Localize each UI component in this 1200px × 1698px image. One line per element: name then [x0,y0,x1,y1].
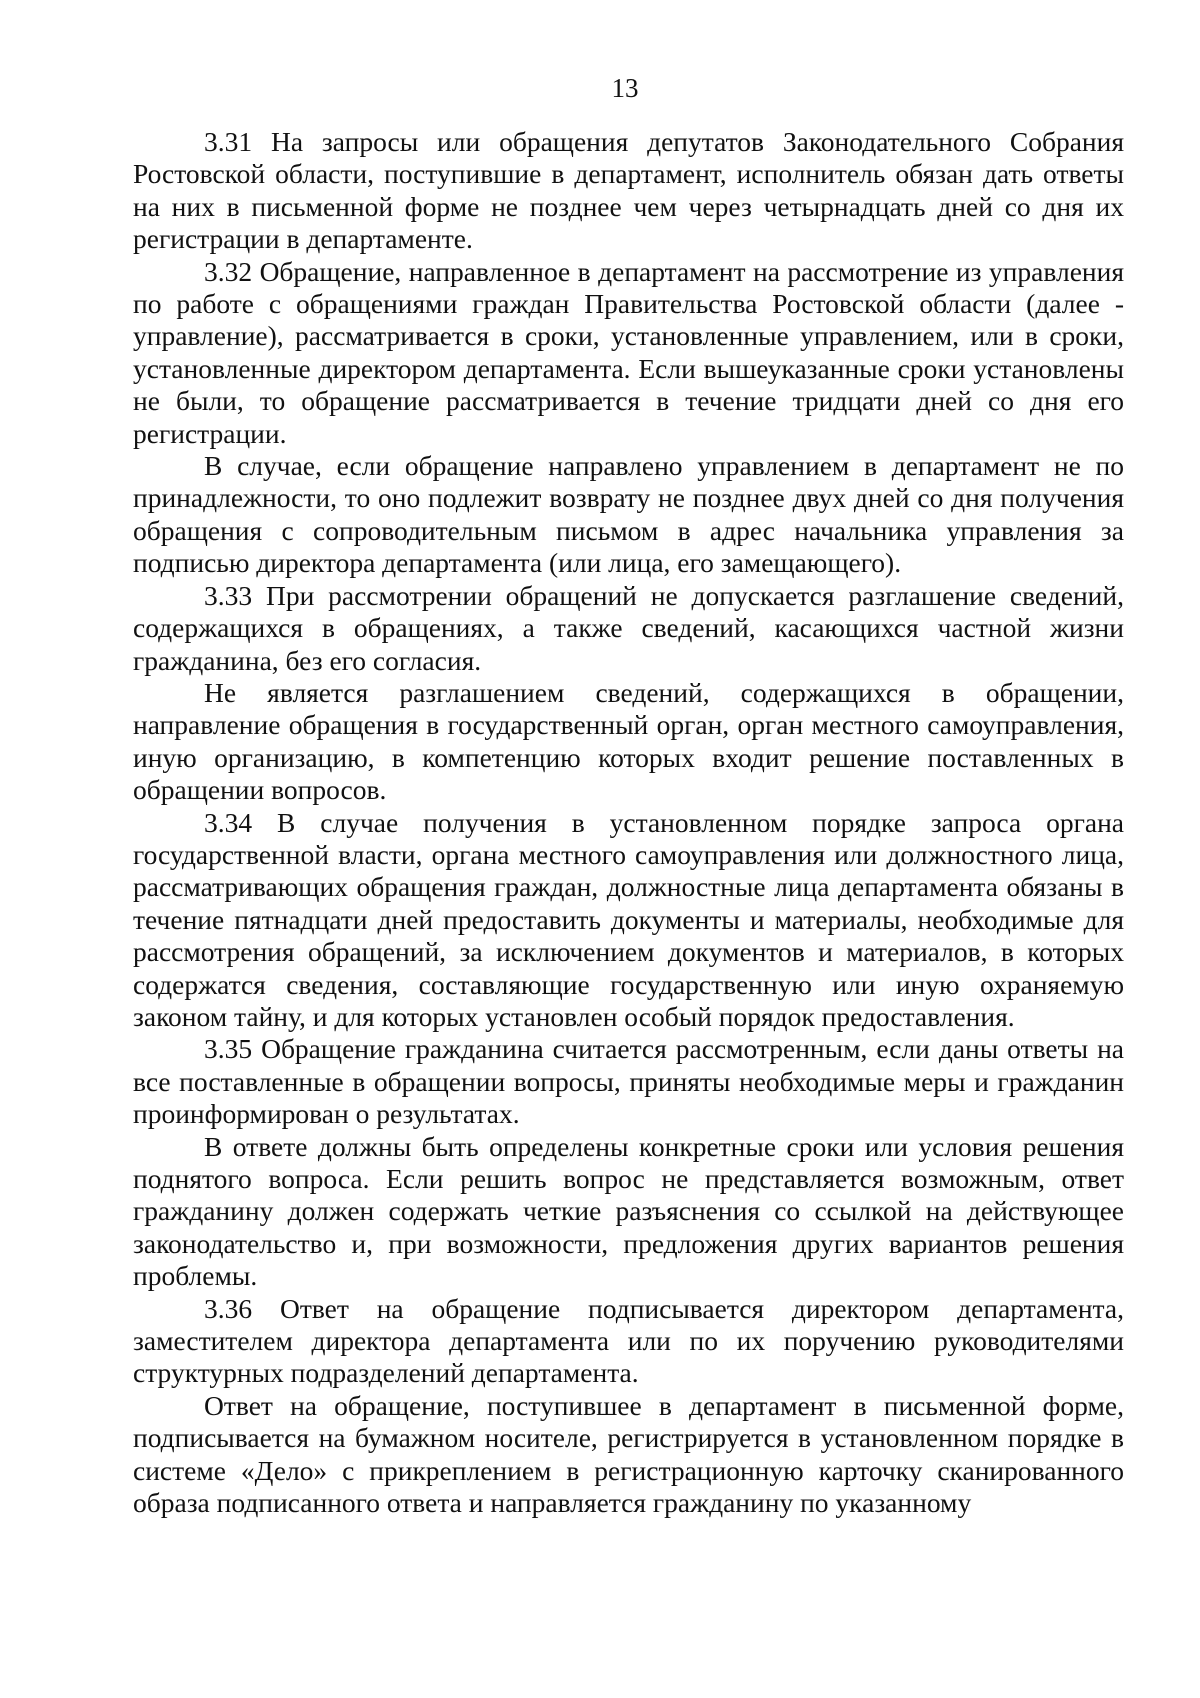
document-body [133,126,1124,1519]
paragraph-3-32-continuation: В случае, если обращение направлено управлением в департамент не по принадлежности, то оно подлежит возврату не позднее двух дней со дня получения обращения с сопроводительным письмом в адрес начальника управления за подписью директора департамента (или лица, его замещающего). [133,450,1124,579]
paragraph-3-33-continuation: Не является разглашением сведений, содержащихся в обращении, направление обращения в государственный орган, орган местного самоуправления, иную организацию, в компетенцию которых входит решение поставленных в обращении вопросов. [133,676,1124,806]
paragraph-3-36: 3.36 Ответ на обращение подписывается директором департамента, заместителем директора департамента или по их поручению руководителями структурных подразделений департамента. [133,1292,1124,1389]
paragraph-3-33: 3.33 При рассмотрении обращений не допускается разглашение сведений, содержащихся в обращениях, а также сведений, касающихся частной жизни гражданина, без его согласия. [133,579,1124,676]
paragraph-3-34: 3.34 В случае получения в установленном порядке запроса органа государственной власти, органа местного самоуправления или должностного лица, рассматривающих обращения граждан, должностные лица департамента обязаны в течение пятнадцати дней предоставить документы и материалы, необходимые для рассмотрения обращений, за исключением документов и материалов, в которых содержатся сведения, составляющие государственную или иную охраняемую законом тайну, и для которых установлен особый порядок предоставления. [133,806,1124,1032]
paragraph-3-35-continuation: В ответе должны быть определены конкретные сроки или условия решения поднятого вопроса. Если решить вопрос не представляется возможным, ответ гражданину должен содержать четкие разъяснения со ссылкой на действующее законодательство и, при возможности, предложения других вариантов решения проблемы. [133,1130,1124,1292]
paragraph-3-31: 3.31 На запросы или обращения депутатов Законодательного Собрания Ростовской области, поступившие в департамент, исполнитель обязан дать ответы на них в письменной форме не позднее чем через четырнадцать дней со дня их регистрации в департаменте. [133,126,1124,255]
paragraph-3-32: 3.32 Обращение, направленное в департамент на рассмотрение из управления по работе с обращениями граждан Правительства Ростовской области (далее - управление), рассматривается в сроки, установленные управлением, или в сроки, установленные директором департамента. Если вышеуказанные сроки установлены не были, то обращение рассматривается в течение тридцати дней со дня его регистрации. [133,255,1124,449]
page-number: 13 [611,73,639,103]
paragraph-3-35: 3.35 Обращение гражданина считается рассмотренным, если даны ответы на все поставленные в обращении вопросы, приняты необходимые меры и гражданин проинформирован о результатах. [133,1033,1124,1130]
paragraph-3-36-continuation: Ответ на обращение, поступившее в департамент в письменной форме, подписывается на бумажном носителе, регистрируется в установленном порядке в системе «Дело» с прикреплением в регистрационную карточку сканированного образа подписанного ответа и направляется гражданину по указанному [133,1389,1124,1519]
